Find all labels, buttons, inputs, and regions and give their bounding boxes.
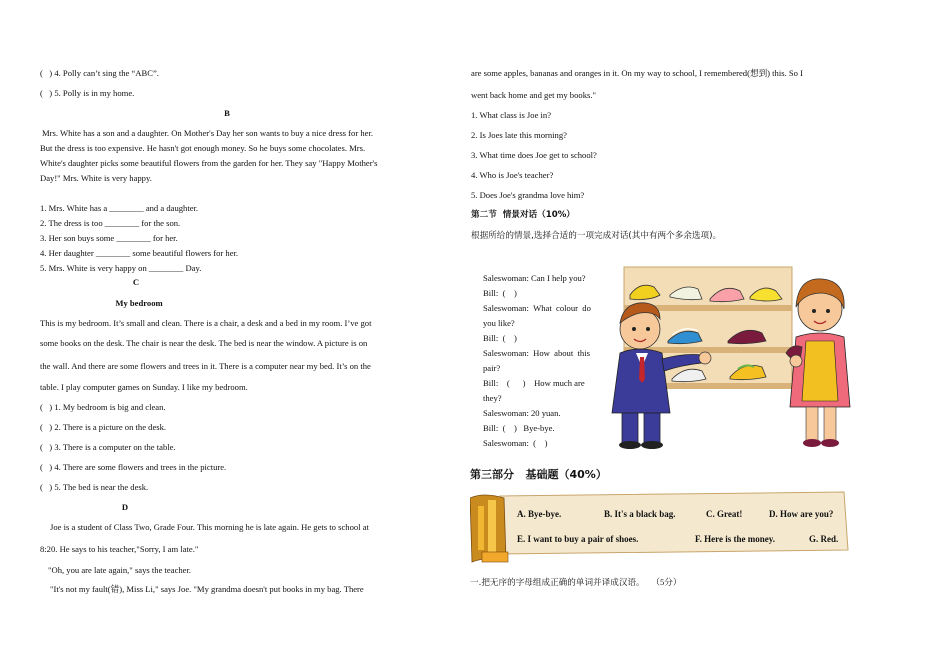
section-b-heading: B bbox=[224, 108, 230, 118]
d-passage-line: Joe is a student of Class Two, Grade Four. This morning he is late again. He gets to school at bbox=[50, 522, 369, 532]
c-question: ( ) 2. There is a picture on the desk. bbox=[40, 422, 167, 432]
c-passage-line: This is my bedroom. It’s small and clean. There is a chair, a desk and a bed in my room. I’ve got bbox=[40, 318, 372, 328]
d-question: 4. Who is Joe's teacher? bbox=[471, 170, 554, 180]
d-passage-line: "It's not my fault(错), Miss Li," says Joe. "My grandma doesn't put books in my bag. There bbox=[50, 584, 364, 594]
b-question: 5. Mrs. White is very happy on ________ Day. bbox=[40, 263, 202, 273]
option-g: G. Red. bbox=[809, 534, 839, 544]
d-passage-line: 8:20. He says to his teacher,"Sorry, I am late." bbox=[40, 544, 199, 554]
c-passage-line: table. I play computer games on Sunday. I like my bedroom. bbox=[40, 382, 248, 392]
c-question: ( ) 1. My bedroom is big and clean. bbox=[40, 402, 166, 412]
question-a5: ( ) 5. Polly is in my home. bbox=[40, 88, 135, 98]
d-question: 3. What time does Joe get to school? bbox=[471, 150, 597, 160]
dialogue-line: Saleswoman: Can I help you? bbox=[483, 273, 586, 283]
section2-instructions: 根据所给的情景,选择合适的一项完成对话(其中有两个多余选项)。 bbox=[471, 231, 722, 241]
dialogue-line: Bill: ( ) Bye-bye. bbox=[483, 423, 555, 433]
c-passage-line: some books on the desk. The chair is near the desk. The bed is near the window. A picture is on bbox=[40, 338, 368, 348]
b-question: 2. The dress is too ________ for the son. bbox=[40, 218, 181, 228]
dialogue-line: Saleswoman: What colour do bbox=[483, 303, 591, 313]
b-question: 4. Her daughter ________ some beautiful flowers for her. bbox=[40, 248, 239, 258]
d-question: 5. Does Joe's grandma love him? bbox=[471, 190, 585, 200]
dialogue-line: you like? bbox=[483, 318, 515, 328]
d-question: 1. What class is Joe in? bbox=[471, 110, 552, 120]
section-d-heading: D bbox=[121, 502, 129, 512]
question-a4: ( ) 4. Polly can’t sing the “ABC”. bbox=[40, 68, 159, 78]
section2-title: 第二节 情景对话（10%） bbox=[471, 210, 575, 220]
dialogue-line: Saleswoman: How about this bbox=[483, 348, 590, 358]
d-passage-cont-line: are some apples, bananas and oranges in it. On my way to school, I remembered(想到) this. So I bbox=[471, 68, 803, 78]
c-question: ( ) 5. The bed is near the desk. bbox=[40, 482, 149, 492]
option-a: A. Bye-bye. bbox=[517, 509, 562, 519]
part1-instructions bbox=[470, 577, 681, 589]
d-passage-cont-line: went back home and get my books." bbox=[471, 90, 596, 100]
b-passage-line: But the dress is too expensive. He hasn't got enough money. So he buys some chocolates. Mrs. bbox=[40, 143, 366, 153]
dialogue-line: Saleswoman: 20 yuan. bbox=[483, 408, 561, 418]
d-question: 2. Is Joes late this morning? bbox=[471, 130, 567, 140]
dialogue-line: Bill: ( ) bbox=[483, 333, 517, 343]
option-b: B. It's a black bag. bbox=[604, 509, 676, 519]
part1-score: （5分） bbox=[651, 577, 682, 587]
part1-instruction-text: 一.把无序的字母组成正确的单词并译成汉语。 bbox=[470, 578, 645, 588]
c-question: ( ) 3. There is a computer on the table. bbox=[40, 442, 176, 452]
dialogue-line: pair? bbox=[483, 363, 501, 373]
dialogue-line: Saleswoman: ( ) bbox=[483, 438, 548, 448]
option-d: D. How are you? bbox=[769, 509, 834, 519]
b-question: 1. Mrs. White has a ________ and a daughter. bbox=[40, 203, 199, 213]
section-c-heading: C bbox=[132, 277, 140, 287]
section-c-title: My bedroom bbox=[115, 298, 163, 308]
dialogue-line: Bill: ( ) How much are bbox=[483, 378, 585, 388]
option-e: E. I want to buy a pair of shoes. bbox=[517, 534, 639, 544]
b-passage-line: White's daughter picks some beautiful flowers from the garden for her. They say "Happy Mother's bbox=[40, 158, 378, 168]
dialogue-line: they? bbox=[483, 393, 502, 403]
b-passage-line: Day!" Mrs. White is very happy. bbox=[40, 173, 152, 183]
b-passage-line: Mrs. White has a son and a daughter. On Mother's Day her son wants to buy a nice dress for her. bbox=[42, 128, 373, 138]
options-banner bbox=[470, 490, 850, 572]
c-question: ( ) 4. There are some flowers and trees in the picture. bbox=[40, 462, 227, 472]
section3-title: 第三部分 基础题（40%） bbox=[470, 468, 607, 481]
dialogue-line: Bill: ( ) bbox=[483, 288, 517, 298]
option-c: C. Great! bbox=[706, 509, 743, 519]
shoe-shop-illustration bbox=[610, 265, 858, 450]
c-passage-line: the wall. And there are some flowers and trees in it. There is a computer near my bed. It’s on the bbox=[40, 361, 371, 371]
option-f: F. Here is the money. bbox=[695, 534, 775, 544]
d-passage-line: "Oh, you are late again," says the teacher. bbox=[48, 565, 192, 575]
b-question: 3. Her son buys some ________ for her. bbox=[40, 233, 178, 243]
